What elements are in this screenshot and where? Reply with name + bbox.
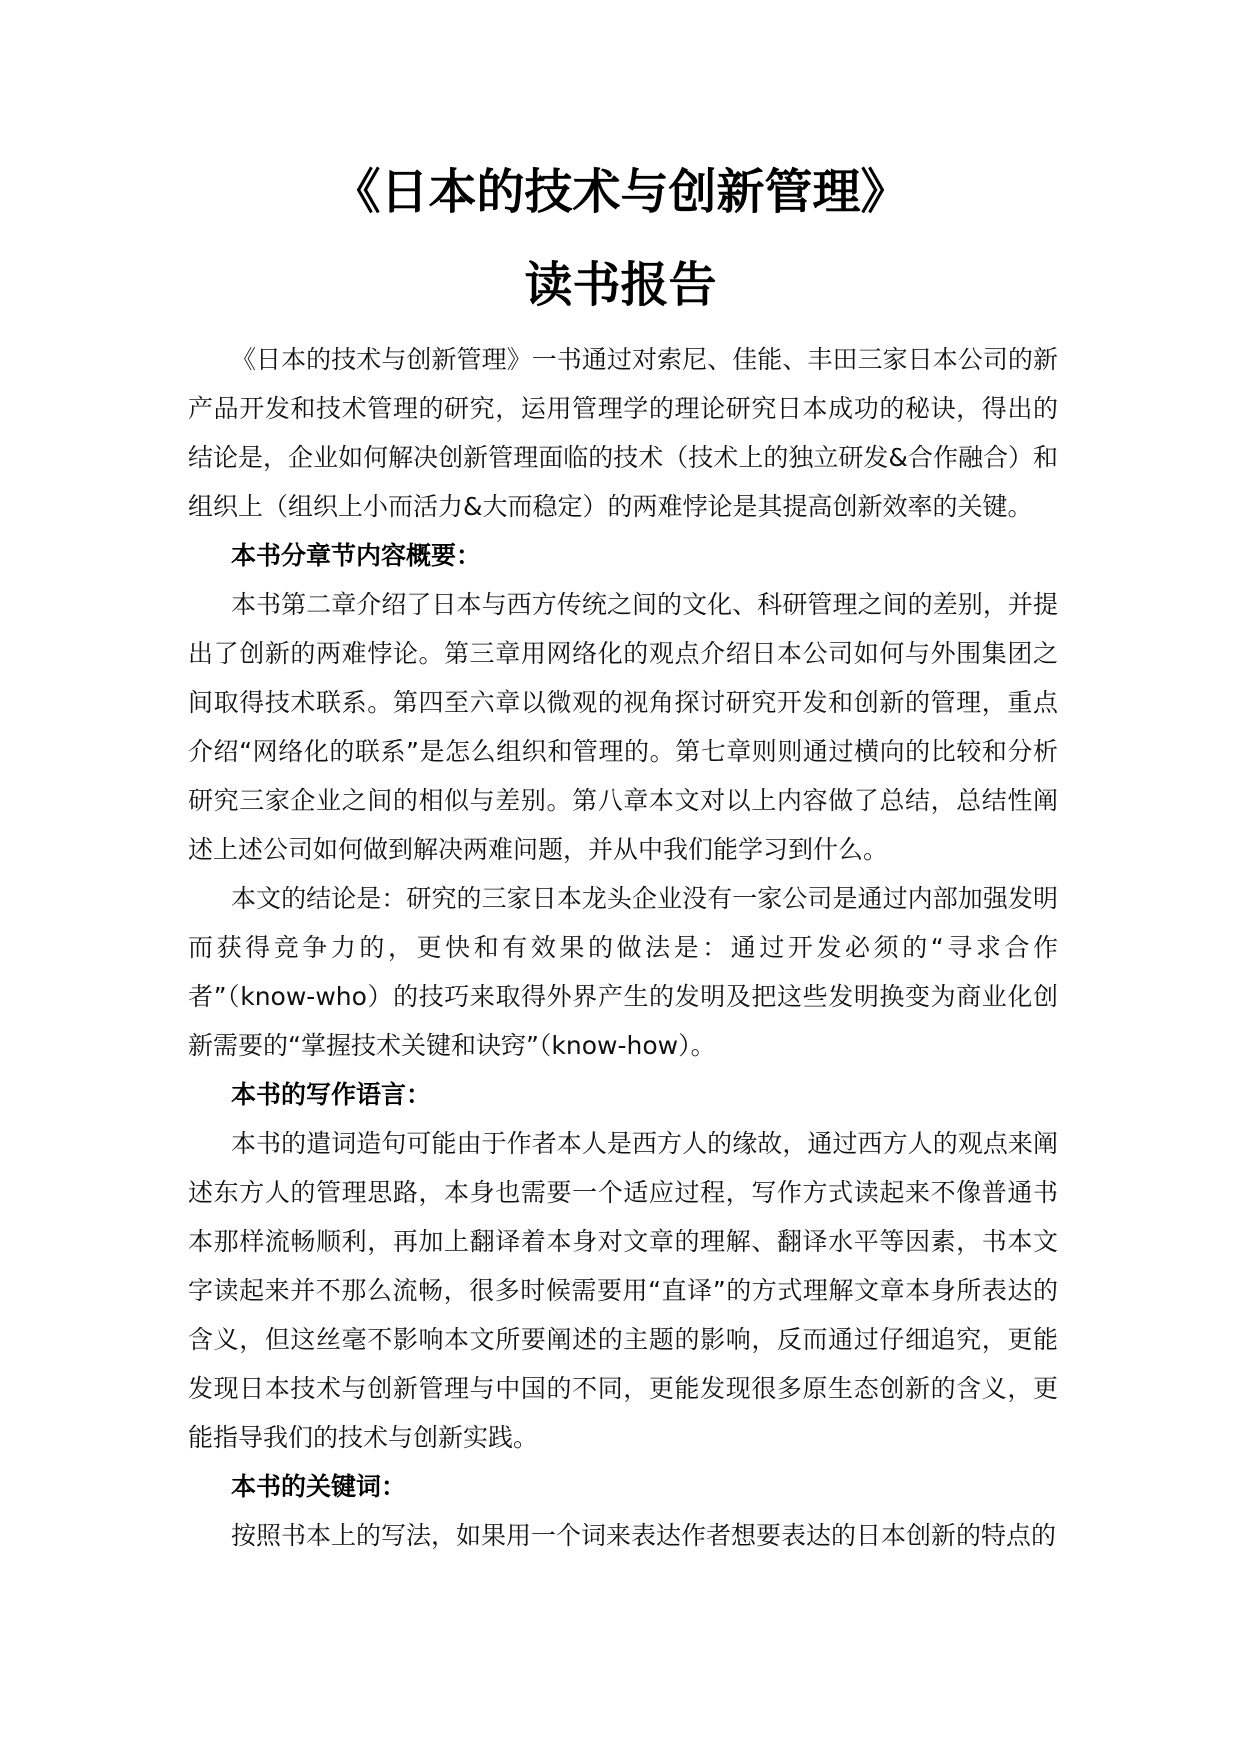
document-title: 《日本的技术与创新管理》	[332, 164, 909, 220]
document-subtitle: 读书报告	[524, 257, 717, 313]
intro-paragraph: 《日本的技术与创新管理》一书通过对索尼、佳能、丰田三家日本公司的新产品开发和技术管理的研究，运用管理学的理论研究日本成功的秘诀，得出的结论是，企业如何解决创新管理面临的技术（技术上的独立研发&合作融合）和组织上（组织上小而活力&大而稳定）的两难悖论是其提高创新效率的关键。	[188, 345, 1058, 521]
section-heading-keywords: 本书的关键词：	[231, 1472, 407, 1501]
keywords-paragraph: 按照书本上的写法，如果用一个词来表达作者想要表达的日本创新的特点的	[231, 1521, 1057, 1550]
section-heading-writing-language: 本书的写作语言：	[231, 1080, 432, 1109]
chapter-summary-paragraph: 本书第二章介绍了日本与西方传统之间的文化、科研管理之间的差别，并提出了创新的两难悖论。第三章用网络化的观点介绍日本公司如何与外围集团之间取得技术联系。第四至六章以微观的视角探讨研究开发和创新的管理，重点介绍“网络化的联系”是怎么组织和管理的。第七章则则通过横向的比较和分析研究三家企业之间的相似与差别。第八章本文对以上内容做了总结，总结性阐述上述公司如何做到解决两难问题，并从中我们能学习到什么。	[188, 590, 1058, 864]
document-body	[188, 335, 1058, 1560]
section-heading-chapter-summary: 本书分章节内容概要：	[231, 541, 482, 570]
conclusion-paragraph: 本文的结论是：研究的三家日本龙头企业没有一家公司是通过内部加强发明而获得竞争力的，更快和有效果的做法是：通过开发必须的“寻求合作者”（know-who）的技巧来取得外界产生的发明及把这些发明换变为商业化创新需要的“掌握技术关键和诀窍”（know-how）。	[188, 884, 1058, 1060]
writing-language-paragraph: 本书的遣词造句可能由于作者本人是西方人的缘故，通过西方人的观点来阐述东方人的管理思路，本身也需要一个适应过程，写作方式读起来不像普通书本那样流畅顺利，再加上翻译着本身对文章的理解、翻译水平等因素，书本文字读起来并不那么流畅，很多时候需要用“直译”的方式理解文章本身所表达的含义，但这丝毫不影响本文所要阐述的主题的影响，反而通过仔细追究，更能发现日本技术与创新管理与中国的不同，更能发现很多原生态创新的含义，更能指导我们的技术与创新实践。	[188, 1129, 1058, 1452]
